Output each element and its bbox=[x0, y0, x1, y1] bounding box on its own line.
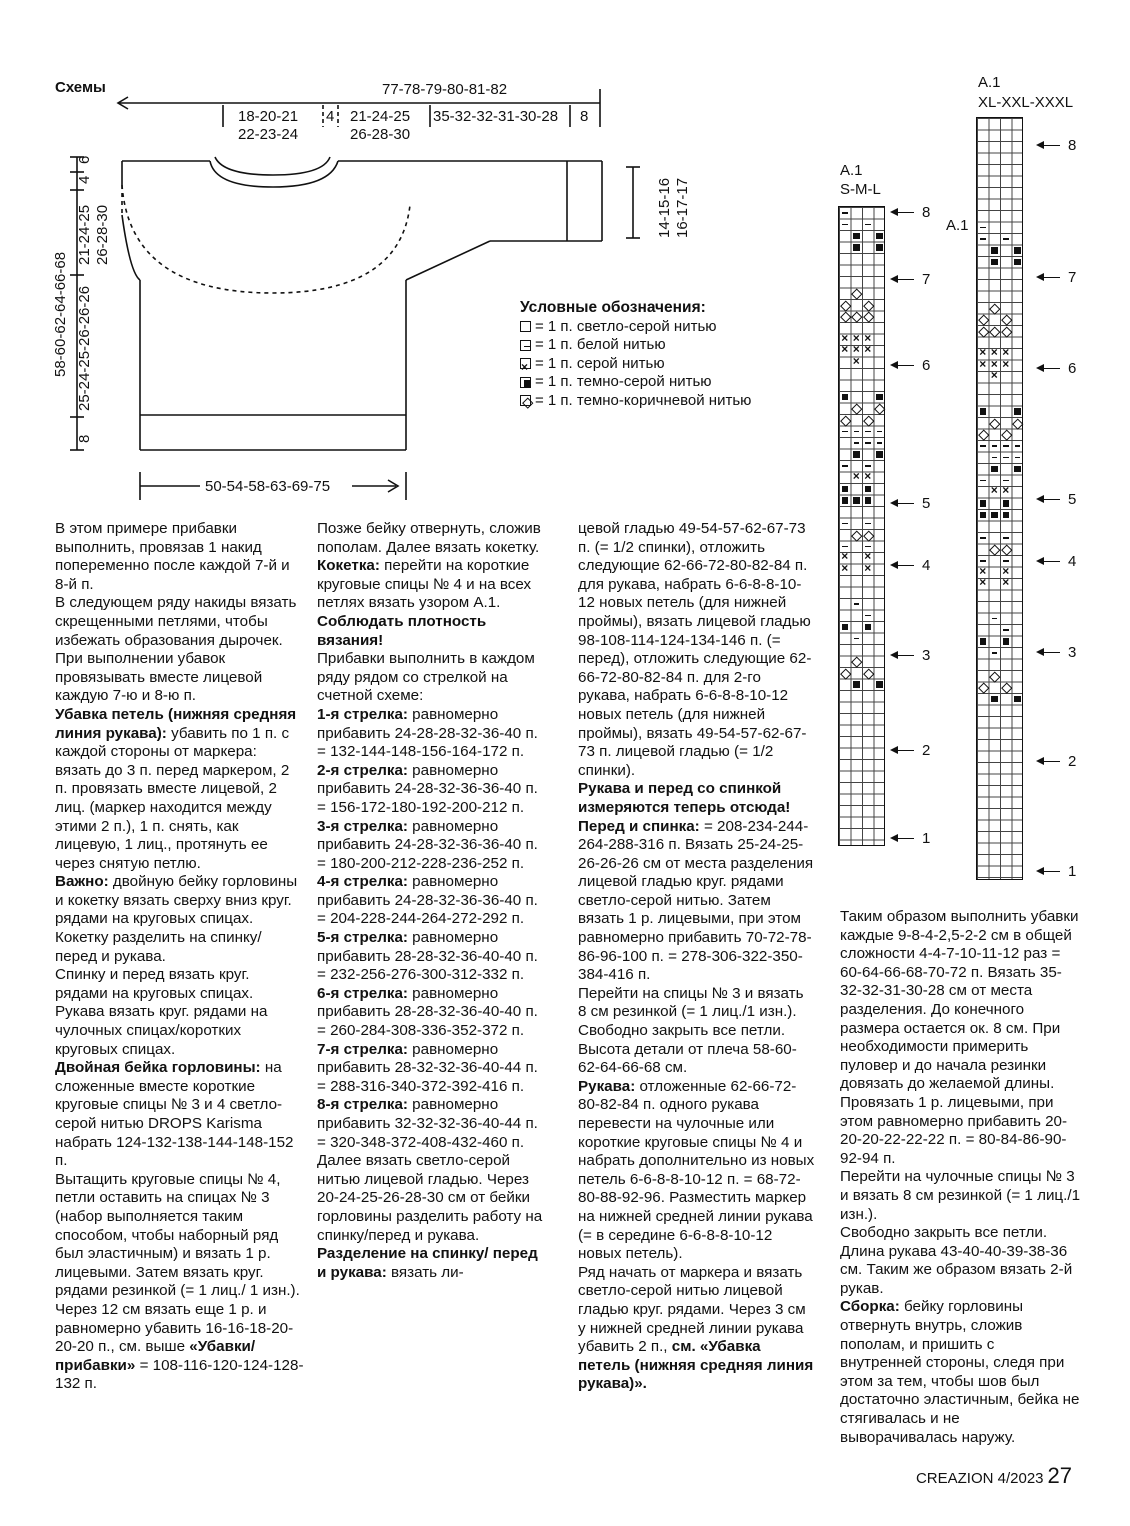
pattern-cell bbox=[851, 242, 863, 254]
chart-large-arrow: 5 bbox=[1038, 491, 1076, 508]
pattern-cell bbox=[851, 437, 863, 449]
pattern-cell bbox=[1000, 233, 1012, 245]
pattern-cell bbox=[1000, 314, 1012, 326]
pattern-cell bbox=[862, 483, 874, 495]
pattern-cell bbox=[977, 498, 989, 510]
diagram-title: Схемы bbox=[55, 79, 106, 96]
pattern-cell bbox=[989, 440, 1001, 452]
left-yoke-b: 26-28-30 bbox=[94, 204, 111, 265]
text-column-4: Таким образом выполнить убавки каждые 9-8-4-2,5-2-2 см в общей сложности 4-4-7-10-11-12 раз = 60-64-66-68-70-72 п. Вязать 35-32-32-31-30-28 см от места разделения. До конечного размера остается ок. 8 см. При необходимости примерить пуловер и до начала резинки довязать до желаемой длины. Провязать 1 р. лицевыми, при этом равномерно прибавить 20-20-20-22-22-22 п. = 80-84-86-90-92-94 п. Перейти на чулочные спицы № 3 и вязать 8 см резинкой (= 1 лиц./1 изн.). Свободно закрыть все петли. Длина рукава 43-40-40-39-38-36 см. Таким же образом вязать 2-й рукав. Сборка: бейку горловины отвернуть внутрь, сложив пополам, и пришить с внутренней стороны, следя при этом за тем, чтобы шов был достаточно эластичным, бейка не стягивалась и не выворачивалась наружу. bbox=[840, 908, 1081, 1446]
pattern-cell bbox=[1000, 532, 1012, 544]
bottom-width: 50-54-58-63-69-75 bbox=[205, 478, 331, 495]
segment-4: 4 bbox=[326, 108, 335, 125]
segment-neck-a: 18-20-21 bbox=[238, 108, 299, 125]
chart-small-arrow: 3 bbox=[892, 647, 930, 664]
pattern-cell bbox=[977, 325, 989, 337]
pattern-cell bbox=[839, 518, 851, 530]
text-column-2: Позже бейку отвернуть, сложив пополам. Далее вязать кокетку. Кокетка: перейти на короткие круговые спицы № 4 и на всех петлях вязать узором A.1. Соблюдать плотность вязания! Прибавки выполнить в каждом ряду рядом со стрелкой на счетной схеме: 1-я стрелка: равномерно прибавить 24-28-28-32-36-40 п. = 132-144-148-156-164-172 п. 2-я стрелка: равномерно прибавить 24-28-32-36-36-40 п. = 156-172-180-192-200-212 п. 3-я стрелка: равномерно прибавить 24-28-32-36-36-40 п. = 180-200-212-228-236-252 п. 4-я стрелка: равномерно прибавить 24-28-32-36-36-40 п. = 204-228-244-264-272-292 п. 5-я стрелка: равномерно прибавить 28-28-32-36-40-40 п. = 232-256-276-300-312-332 п. 6-я стрелка: равномерно прибавить 28-28-32-36-40-40 п. = 260-284-308-336-352-372 п. 7-я стрелка: равномерно прибавить 28-32-32-36-40-44 п. = 288-316-340-372-392-416 п. 8-я стрелка: равномерно прибавить 32-32-32-36-40-44 п. = 320-348-372-408-432-460 п. Далее вязать светло-серой нитью лицевой гладью. Через 20-24-25-26-28-30 см от бейки горловины разделить работу на спинку/перед и рукава. Разделение на спинку/ перед и рукава: вязать ли- bbox=[317, 520, 543, 1281]
pattern-cell bbox=[851, 230, 863, 242]
dark-grey-swatch-icon bbox=[520, 377, 531, 388]
pattern-cell bbox=[874, 403, 886, 415]
pattern-cell bbox=[874, 679, 886, 691]
pattern-cell bbox=[839, 345, 851, 357]
pattern-cell bbox=[874, 242, 886, 254]
chart-large-title: A.1 bbox=[978, 74, 1001, 91]
pattern-cell bbox=[989, 417, 1001, 429]
pattern-cell bbox=[862, 667, 874, 679]
left-neck-4: 4 bbox=[76, 175, 93, 184]
chart-small-arrow: 4 bbox=[892, 557, 930, 574]
pattern-cell bbox=[977, 360, 989, 372]
pattern-cell bbox=[977, 509, 989, 521]
left-yoke-a: 21-24-25 bbox=[76, 204, 93, 265]
pattern-cell bbox=[839, 483, 851, 495]
legend-item: × = 1 п. серой нитью bbox=[520, 355, 751, 374]
pattern-cell bbox=[839, 460, 851, 472]
sleeve-b: 16-17-17 bbox=[674, 177, 691, 238]
page-footer: CREAZION 4/2023 27 bbox=[915, 1463, 1072, 1488]
pattern-cell bbox=[839, 391, 851, 403]
chart-small-title: A.1 bbox=[840, 162, 863, 179]
pattern-cell bbox=[862, 437, 874, 449]
pattern-cell bbox=[851, 495, 863, 507]
pattern-cell bbox=[977, 440, 989, 452]
pattern-cell bbox=[977, 429, 989, 441]
pattern-cell bbox=[977, 475, 989, 487]
chart-small-arrow: 6 bbox=[892, 357, 930, 374]
pattern-cell bbox=[989, 613, 1001, 625]
pattern-cell bbox=[862, 311, 874, 323]
segment-cuff: 8 bbox=[580, 108, 589, 125]
grey-swatch-icon bbox=[520, 358, 531, 369]
sweater-schematic bbox=[40, 75, 640, 515]
pattern-cell bbox=[874, 437, 886, 449]
sleeve-a: 14-15-16 bbox=[656, 177, 673, 238]
pattern-cell bbox=[1012, 440, 1024, 452]
pattern-cell bbox=[977, 406, 989, 418]
pattern-cell bbox=[839, 219, 851, 231]
pattern-cell bbox=[1000, 440, 1012, 452]
pattern-cell bbox=[977, 636, 989, 648]
chart-small-arrow: 7 bbox=[892, 271, 930, 288]
page-number: 27 bbox=[1047, 1463, 1072, 1488]
pattern-cell bbox=[977, 233, 989, 245]
chart-large-arrow: 1 bbox=[1038, 863, 1076, 880]
pattern-cell bbox=[862, 518, 874, 530]
pattern-cell bbox=[989, 544, 1001, 556]
legend-item: = 1 п. темно-серой нитью bbox=[520, 373, 751, 392]
pattern-cell bbox=[839, 311, 851, 323]
pattern-cell bbox=[862, 495, 874, 507]
pattern-cell bbox=[839, 207, 851, 219]
pattern-cell bbox=[1000, 509, 1012, 521]
light-grey-swatch-icon bbox=[520, 321, 531, 332]
legend-item: = 1 п. темно-коричневой нитью bbox=[520, 392, 751, 411]
pattern-cell bbox=[1000, 636, 1012, 648]
pattern-cell bbox=[862, 610, 874, 622]
pattern-cell bbox=[1000, 429, 1012, 441]
pattern-cell bbox=[839, 621, 851, 633]
pattern-cell bbox=[1000, 682, 1012, 694]
segment-yoke-b: 26-28-30 bbox=[350, 126, 411, 143]
pattern-cell bbox=[989, 486, 1001, 498]
pattern-cell bbox=[1000, 325, 1012, 337]
chart-small-arrow: 1 bbox=[892, 830, 930, 847]
pattern-cell bbox=[839, 495, 851, 507]
chart-large-arrow: 8 bbox=[1038, 137, 1076, 154]
left-body: 25-24-25-26-26-26 bbox=[76, 285, 93, 411]
chart-large-arrow: 2 bbox=[1038, 753, 1076, 770]
pattern-cell bbox=[851, 633, 863, 645]
pattern-cell bbox=[839, 564, 851, 576]
chart-large-arrow: 7 bbox=[1038, 269, 1076, 286]
legend-title: Условные обозначения: bbox=[520, 299, 706, 316]
pattern-cell bbox=[851, 449, 863, 461]
pattern-cell bbox=[851, 357, 863, 369]
segment-yoke-a: 21-24-25 bbox=[350, 108, 411, 125]
chart-large-arrow: 6 bbox=[1038, 360, 1076, 377]
pattern-cell bbox=[862, 472, 874, 484]
chart-small-arrow: 8 bbox=[892, 204, 930, 221]
pattern-cell bbox=[1000, 624, 1012, 636]
pattern-cell bbox=[862, 529, 874, 541]
pattern-cell bbox=[989, 325, 1001, 337]
chart-small-arrow: 5 bbox=[892, 495, 930, 512]
pattern-cell bbox=[989, 245, 1001, 257]
pattern-cell bbox=[862, 219, 874, 231]
pattern-cell bbox=[989, 302, 1001, 314]
pattern-cell bbox=[862, 345, 874, 357]
pattern-cell bbox=[851, 679, 863, 691]
text-column-3: цевой гладью 49-54-57-62-67-73 п. (= 1/2 спинки), отложить следующие 62-66-72-80-82-84 п. для рукава, набрать 6-6-8-8-10-12 новых петель (для нижней проймы), вязать лицевой гладью 98-108-114-124-134-146 п. (= перед), отложить следующие 62-66-72-80-82-84 п. для 2-го рукава, набрать 6-6-8-8-10-12 новых петель (для нижней проймы), вязать 49-54-57-62-67-73 п. лицевой гладью (= 1/2 спинки). Рукава и перед со спинкой измеряются теперь отсюда! Перед и спинка: = 208-234-244-264-288-316 п. Вязать 25-24-25-26-26-26 см от места разделения лицевой гладью круг. рядами светло-серой нитью. Затем вязать 1 р. лицевыми, при этом равномерно прибавить 70-72-78-86-96-100 п. = 278-306-322-350-384-416 п. Перейти на спицы № 3 и вязать 8 см резинкой (= 1 лиц./1 изн.). Свободно закрыть все петли. Высота детали от плеча 58-60-62-64-66-68 см. Рукава: отложенные 62-66-72-80-82-84 п. одного рукава перевести на чулочные или короткие круговые спицы № 4 и набрать дополнительно из новых петель 6-6-8-8-10-12 п. = 68-72-80-88-92-96. Разместить маркер на нижней средней линии рукава (= в середине 6-6-8-8-10-12 новых петель). Ряд начать от маркера и вязать светло-серой нитью лицевой гладью круг. рядами. Через 3 см у нижней средней линии рукава убавить 2 п., см. «Убавка петель (нижняя средняя линия рукава)». bbox=[578, 520, 815, 1393]
pattern-cell bbox=[977, 222, 989, 234]
left-rib: 8 bbox=[76, 434, 93, 443]
pattern-cell bbox=[874, 426, 886, 438]
pattern-cell bbox=[989, 371, 1001, 383]
pattern-cell bbox=[1000, 452, 1012, 464]
pattern-cell bbox=[1012, 693, 1024, 705]
chart-large-grid bbox=[976, 117, 1023, 880]
pattern-cell bbox=[1000, 578, 1012, 590]
pattern-cell bbox=[862, 564, 874, 576]
pattern-cell bbox=[874, 230, 886, 242]
chart-large-sizes: XL-XXL-XXXL bbox=[978, 94, 1074, 111]
pattern-cell bbox=[874, 391, 886, 403]
pattern-cell bbox=[851, 598, 863, 610]
pattern-cell bbox=[989, 463, 1001, 475]
pattern-cell bbox=[851, 311, 863, 323]
pattern-cell bbox=[989, 693, 1001, 705]
pattern-cell bbox=[1012, 417, 1024, 429]
legend-item: = 1 п. светло-серой нитью bbox=[520, 318, 751, 337]
dark-brown-swatch-icon bbox=[520, 395, 531, 406]
pattern-cell bbox=[862, 621, 874, 633]
pattern-cell bbox=[862, 426, 874, 438]
chart-large-side-label: A.1 bbox=[946, 217, 969, 234]
pattern-cell bbox=[1000, 360, 1012, 372]
pattern-cell bbox=[851, 288, 863, 300]
pattern-cell bbox=[839, 299, 851, 311]
chart-large-arrow: 4 bbox=[1038, 553, 1076, 570]
left-neck-6: 6 bbox=[76, 155, 93, 164]
pattern-cell bbox=[1000, 498, 1012, 510]
pattern-cell bbox=[851, 426, 863, 438]
pattern-cell bbox=[1000, 544, 1012, 556]
pattern-cell bbox=[977, 532, 989, 544]
pattern-cell bbox=[851, 656, 863, 668]
pattern-cell bbox=[839, 667, 851, 679]
chart-small-arrow: 2 bbox=[892, 742, 930, 759]
pattern-cell bbox=[989, 509, 1001, 521]
legend-item: = 1 п. белой нитью bbox=[520, 336, 751, 355]
chart-small-sizes: S-M-L bbox=[840, 181, 881, 198]
pattern-cell bbox=[977, 578, 989, 590]
legend bbox=[520, 299, 751, 410]
pattern-cell bbox=[851, 529, 863, 541]
pattern-cell bbox=[989, 670, 1001, 682]
white-swatch-icon bbox=[520, 340, 531, 351]
pattern-cell bbox=[839, 414, 851, 426]
chart-large-arrow: 3 bbox=[1038, 644, 1076, 661]
pattern-cell bbox=[1012, 245, 1024, 257]
segment-sleeve: 35-32-32-31-30-28 bbox=[433, 108, 559, 125]
pattern-cell bbox=[862, 299, 874, 311]
pattern-cell bbox=[1000, 486, 1012, 498]
segment-neck-b: 22-23-24 bbox=[238, 126, 299, 143]
pattern-cell bbox=[1012, 452, 1024, 464]
text-column-1: В этом примере прибавки выполнить, провязав 1 накид попеременно после каждой 7-й и 8-й п. В следующем ряду накиды вязать скрещенными петлями, чтобы избежать образования дырочек. При выполнении убавок провязывать вместе лицевой каждую 7-ю и 8-ю п. Убавка петель (нижняя средняя линия рукава): убавить по 1 п. с каждой стороны от маркера: вязать до 3 п. перед маркером, 2 п. провязать вместе лицевой, 2 лиц. (маркер находится между этими 2 п.), 1 п. снять, как лицевую, 1 лиц., протянуть ее через снятую петлю. Важно: двойную бейку горловины и кокетку вязать сверху вниз круг. рядами на круговых спицах. Кокетку разделить на спинку/ перед и рукава. Спинку и перед вязать круг. рядами на круговых спицах. Рукава вязать круг. рядами на чулочных спицах/коротких круговых спицах. Двойная бейка горловины: на сложенные вместе короткие круговые спицы № 3 и 4 светло-серой нитью DROPS Karisma набрать 124-132-138-144-148-152 п. Вытащить круговые спицы № 4, петли оставить на спицах № 3 (набор выполняется таким способом, чтобы наборный ряд был эластичным) и вязать 1 р. лицевыми. Затем вязать круг. рядами резинкой (= 1 лиц./ 1 изн.). Через 12 см вязать еще 1 р. и равномерно убавить 16-16-18-20-20-20 п., см. выше «Убавки/прибавки» = 108-116-120-124-128-132 п. bbox=[55, 520, 304, 1393]
pattern-cell bbox=[989, 647, 1001, 659]
chart-small-grid bbox=[838, 206, 885, 846]
left-total: 58-60-62-64-66-68 bbox=[52, 251, 69, 377]
pattern-cell bbox=[1012, 256, 1024, 268]
pattern-cell bbox=[851, 472, 863, 484]
pattern-cell bbox=[1012, 406, 1024, 418]
pattern-cell bbox=[989, 452, 1001, 464]
pattern-cell bbox=[977, 314, 989, 326]
top-measure: 77-78-79-80-81-82 bbox=[382, 81, 508, 98]
pattern-cell bbox=[851, 403, 863, 415]
pattern-cell bbox=[977, 682, 989, 694]
pattern-cell bbox=[862, 414, 874, 426]
pattern-cell bbox=[839, 426, 851, 438]
pattern-cell bbox=[874, 449, 886, 461]
pattern-cell bbox=[989, 256, 1001, 268]
pattern-cell bbox=[1012, 463, 1024, 475]
